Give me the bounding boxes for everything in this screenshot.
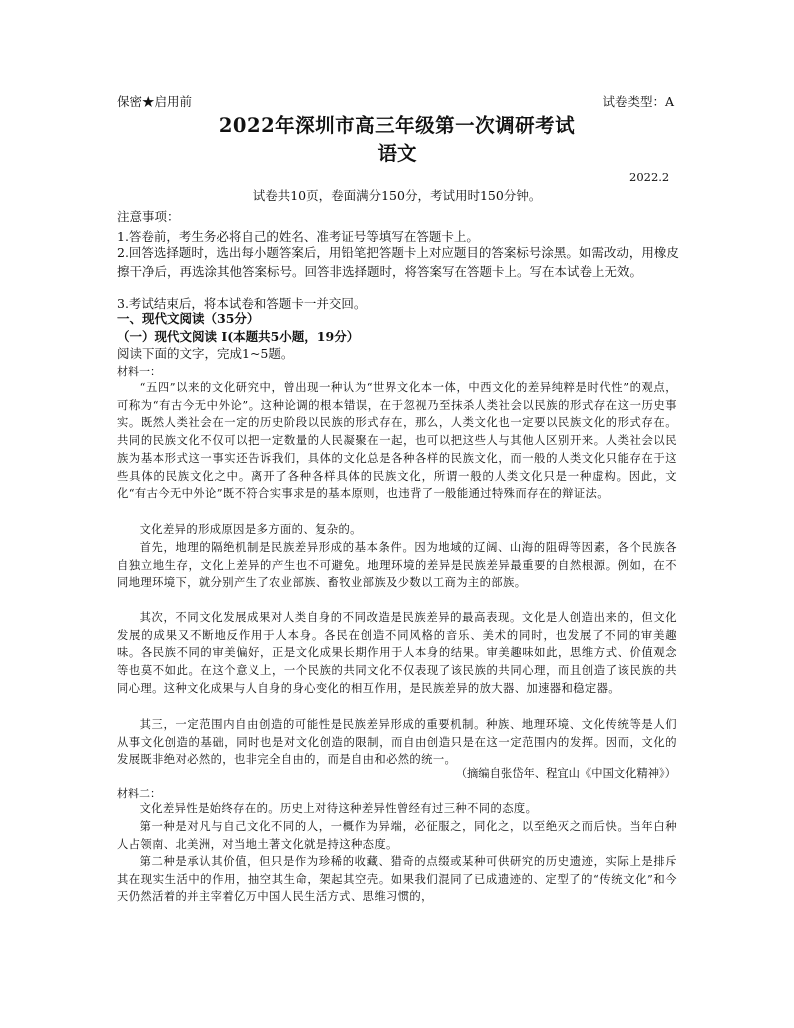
material-paragraph: 第一种是对凡与自己文化不同的人，一概作为异端，必征服之，同化之，以至绝灭之而后快。当年白种人占领南、北美洲，对当地土著文化就是持这种态度。 bbox=[117, 820, 677, 851]
reading-instruction: 阅读下面的文字，完成1~5题。 bbox=[117, 346, 294, 361]
material-paragraph: 第二种是承认其价值，但只是作为珍稀的收藏、猎奇的点缀或某种可供研究的历史遗迹，实际上是排斥其在现实生活中的作用，抽空其生命，架起其空壳。如果我们混同了已成遗迹的、定型了的“传统文化”和今天仍然活着的并主宰着亿万中国人民生活方式、思维习惯的， bbox=[117, 855, 677, 904]
material-paragraph: “五四”以来的文化研究中，曾出现一种认为“世界文化本一体，中西文化的差异纯粹是时代性”的观点，可称为“有古今无中外论”。这种论调的根本错误，在于忽视乃至抹杀人类社会以民族的形式存在这一历史事实。既然人类社会在一定的历史阶段以民族的形式存在，那么，人类文化也一定要以民族文化的形式存在。共同的民族文化不仅可以把一定数量的人民凝聚在一起，也可以把这些人与其他人区别开来。人类社会以民族为基本形式这一事实还告诉我们，具体的文化总是各种各样的民族文化，而一般的人类文化只能存在于这些具体的民族文化之中。离开了各种各样具体的民族文化，所谓一般的人类文化只是一种虚构。因此，文化“有古今无中外论”既不符合实事求是的基本原则，也违背了一般能通过特殊而存在的辩证法。 bbox=[117, 381, 677, 501]
subsection-heading: （一）现代文阅读 I(本题共5小题，19分） bbox=[117, 329, 360, 344]
material-source: （摘编自张岱年、程宜山《中国文化精神》） bbox=[455, 767, 676, 780]
confidential-label: 保密★启用前 bbox=[117, 94, 193, 109]
notice-item: 3.考试结束后，将本试卷和答题卡一并交回。 bbox=[117, 296, 367, 311]
notice-item: 2.回答选择题时，选出每小题答案后，用铅笔把答题卡上对应题目的答案标号涂黑。如需改动，用橡皮擦干净后，再选涂其他答案标号。回答非选择题时，将答案写在答题卡上。写在本试卷上无效。 bbox=[117, 245, 679, 279]
material-paragraph: 首先，地理的隔绝机制是民族差异形成的基本条件。因为地域的辽阔、山海的阻碍等因素，各个民族各自独立地生存，文化上差异的产生也不可避免。地理环境的差异是民族差异最重要的自然根源。例如，在不同地理环境下，就分别产生了农业部族、畜牧业部族及少数以工商为主的部族。 bbox=[117, 541, 677, 590]
material-paragraph: 其三，一定范围内自由创造的可能性是民族差异形成的重要机制。种族、地理环境、文化传统等是人们从事文化创造的基础，同时也是对文化创造的限制，而自由创造只是在这一定范围内的发挥。因而，文化的发展既非绝对必然的，也非完全自由的，而是自由和必然的统一。 bbox=[117, 718, 677, 767]
notice-item: 1.答卷前，考生务必将自己的姓名、准考证号等填写在答题卡上。 bbox=[117, 229, 479, 244]
exam-title: 2022年深圳市高三年级第一次调研考试 bbox=[218, 114, 576, 137]
subject-title: 语文 bbox=[377, 142, 417, 165]
material-label: 材料一： bbox=[117, 365, 161, 378]
material-paragraph: 文化差异性是始终存在的。历史上对待这种差异性曾经有过三种不同的态度。 bbox=[139, 802, 538, 815]
paper-type-label: 试卷类型：A bbox=[602, 94, 674, 109]
section-heading: 一、现代文阅读（35分） bbox=[117, 311, 260, 326]
material-paragraph: 其次，不同文化发展成果对人类自身的不同改造是民族差异的最高表现。文化是人创造出来的，但文化发展的成果又不断地反作用于人本身。各民在创造不同风格的音乐、美术的同时，也发展了不同的审美趣味。各民族不同的审美偏好，正是文化成果长期作用于人本身的结果。审美趣味如此，思维方式、价值观念等也莫不如此。在这个意义上，一个民族的共同文化不仅表现了该民族的共同心理，而且创造了该民族的共同心理。这种文化成果与人自身的身心变化的相互作用，是民族差异的放大器、加速器和稳定器。 bbox=[117, 611, 677, 695]
exam-date: 2022.2 bbox=[629, 170, 670, 184]
exam-info: 试卷共10页，卷面满分150分，考试用时150分钟。 bbox=[252, 188, 542, 203]
material-paragraph: 文化差异的形成原因是多方面的、复杂的。 bbox=[139, 523, 362, 536]
material-label: 材料二： bbox=[117, 787, 161, 800]
notice-heading: 注意事项： bbox=[117, 209, 180, 224]
